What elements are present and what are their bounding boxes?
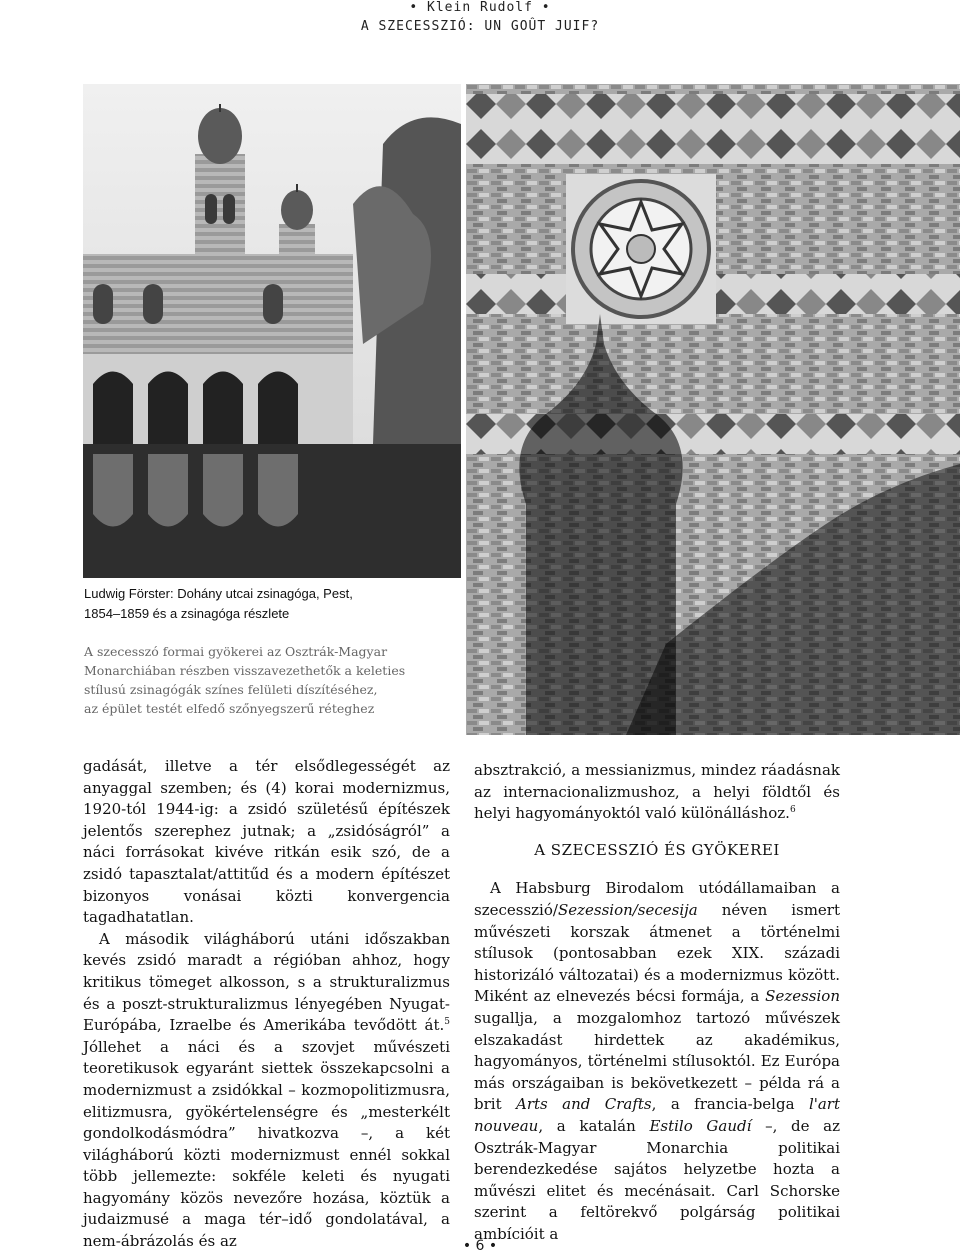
text-run: absztrakció, a messianizmus, mindez ráadásnak az internacionalizmushoz, a helyi földtől és helyi hagyományoktól való különálláshoz. bbox=[474, 761, 840, 823]
body-column-right bbox=[474, 760, 840, 1245]
pull-quote-line-2: Monarchiában részben visszavezethetők a keleties bbox=[84, 663, 406, 678]
text-run: A második világháború utáni időszakban kevés zsidó maradt a régióban ahhoz, hogy kritikus tömeget alkosson, s a strukturalizmus és a poszt-strukturalizmus lényegében Nyugat-Európába, Izraelbe és Amerikába tevődött át. bbox=[83, 929, 450, 1035]
italic-term: l'art nouveau bbox=[474, 1095, 840, 1135]
text-run: néven ismert művészeti korszak átmenet a történelmi stílusok (pontosabban ezek XIX. századi historizáló változatai) és a modernizmus között. Miként az elnevezés bécsi formája, a bbox=[474, 900, 840, 1006]
caption-line-1: Ludwig Förster: Dohány utcai zsinagóga, Pest, bbox=[84, 586, 353, 601]
paragraph: gadását, illetve a tér elsődlegességét az anyaggal szemben; és (4) korai modernizmus, 1920-tól 1944-ig: a zsidó születésű építészek jelentős szerephez jutnak; a „zsidóságról” a náci forrásokat kivéve ritkán esik szó, de a zsidó tapasztalat/attitűd és a modern építészet bizonyos vonásai közti konvergencia tagadhatatlan. bbox=[83, 757, 450, 927]
pull-quote-line-1: A szecesszó formai gyökerei az Osztrák-Magyar bbox=[84, 644, 388, 659]
synagogue-detail-photo bbox=[466, 84, 960, 735]
text-run: –, de az Osztrák-Magyar Monarchia politikai berendezkedése sajátos helyzetbe hozta a művészi elitet és mecénásait. Carl Schorske szerint a feltörekvő polgárság politikai ambícióit a bbox=[474, 1116, 841, 1243]
pull-quote-line-4: az épület testét elfedő szőnyegszerű réteghez bbox=[84, 701, 375, 716]
paragraph bbox=[83, 929, 450, 1253]
footnote-ref: 5 bbox=[444, 1017, 450, 1028]
body-column-left bbox=[83, 756, 450, 1253]
header-title: A SZECESSZIÓ: UN GOÛT JUIF? bbox=[360, 19, 600, 34]
text-run: A Habsburg Birodalom utódállamaiban a szecesszió/ bbox=[474, 879, 840, 919]
text-run: , a francia-belga bbox=[651, 1095, 809, 1114]
synagogue-facade-photo bbox=[83, 84, 461, 578]
paragraph bbox=[474, 760, 840, 825]
text-run: sugallja, a mozgalomhoz tartozó művészek elszakadást hirdettek az akadémikus, hagyományos, történelmi stílusoktól. Ez Európa más országaiban is bekövetkezett – példa rá a brit bbox=[474, 1008, 840, 1114]
text-run: , a katalán bbox=[538, 1116, 650, 1135]
italic-term: Sezession/secesija bbox=[557, 900, 698, 919]
italic-term: Estilo Gaudí bbox=[649, 1116, 752, 1135]
page-number: • 6 • bbox=[462, 1238, 498, 1254]
photo-caption bbox=[84, 584, 454, 624]
pull-quote-line-3: stílusú zsinagógák színes felületi díszítéséhez, bbox=[84, 682, 378, 697]
caption-line-2: 1854–1859 és a zsinagóga részlete bbox=[84, 606, 290, 621]
italic-term: Sezession bbox=[765, 987, 840, 1006]
header-author: • Klein Rudolf • bbox=[409, 0, 551, 15]
paragraph bbox=[474, 878, 840, 1245]
pull-quote bbox=[84, 642, 464, 718]
text-run: Jóllehet a náci és a szovjet művészeti teoretikusok egyaránt siettek összekapcsolni a modernizmust a zsidókkal – kozmopolitizmusra, elitizmusra, gyökértelenségre és „mesterkélt gondolkodásmódra” hivatkozva –, a két világháború közti modernizmust ennél sokkal több jellemezte: sokféle keleti és nyugati hagyomány közös nevezőre hozása, köztük a judaizmusé a maga tér–idő gondolatával, a nem-ábrázolás és az bbox=[83, 1037, 450, 1251]
section-heading: A SZECESSZIÓ ÉS GYÖKEREI bbox=[534, 840, 780, 859]
footnote-ref: 6 bbox=[789, 805, 796, 816]
italic-term: Arts and Crafts bbox=[516, 1095, 652, 1114]
